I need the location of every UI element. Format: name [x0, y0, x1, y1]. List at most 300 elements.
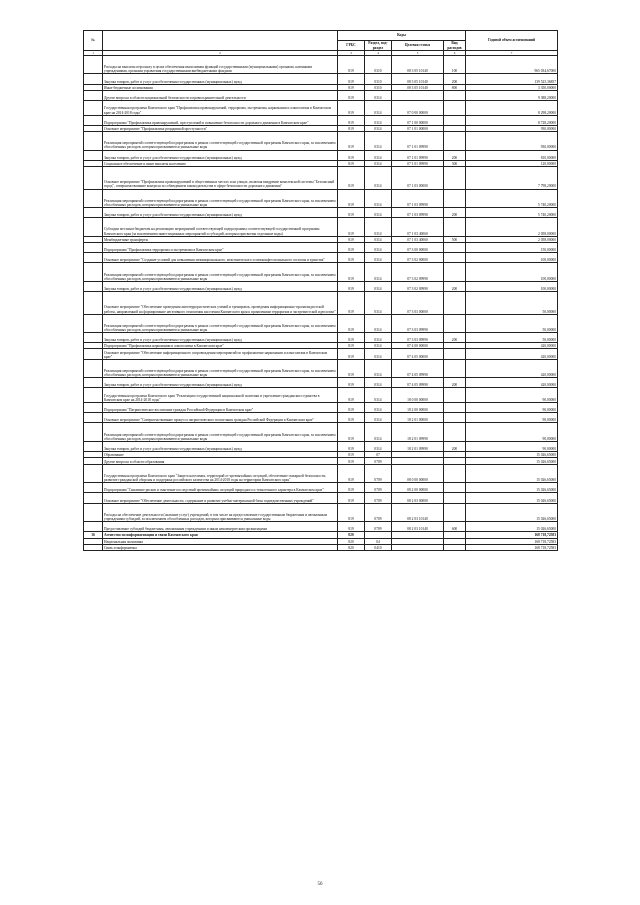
- row-grbs-cell: 819: [338, 314, 365, 332]
- row-tselevaya-cell: 08 2 03 10140: [392, 503, 444, 521]
- row-grbs-cell: 819: [338, 292, 365, 314]
- row-grbs-cell: 819: [338, 56, 365, 74]
- row-vid-cell: [444, 482, 466, 492]
- row-name-cell: Реализация мероприятий соответствующей подпрограммы в рамках соответствующей государственной программы Камчатского края, за исключением обособленных расходов, которым присваиваются уникальные коды: [103, 132, 338, 150]
- row-sum-cell: 150,00000: [466, 242, 558, 252]
- col-number: 7: [466, 51, 558, 56]
- row-razdel-cell: 0314: [365, 388, 392, 402]
- row-name-cell: Основное мероприятие "Обеспечение деятельности, содержание и развитие учебно-материальной базы подведомственных учреждений": [103, 493, 338, 503]
- row-name-cell: Основное мероприятие "Обеспечение проведения антитеррористических учений и тренировок, проведения информационно-пропагандистской работы, направленной на формирование негативного отношения населения Камчатского края к проявлениям терроризма и экстремистской идеологии": [103, 292, 338, 314]
- row-grbs-cell: 819: [338, 101, 365, 115]
- row-sum-cell: 5 740,20000: [466, 207, 558, 217]
- row-vid-cell: [444, 413, 466, 423]
- row-name-cell: Основное мероприятие "Совершенствование процесса патриотического воспитания граждан Российской Федерации в Камчатском крае": [103, 413, 338, 423]
- row-grbs-cell: 819: [338, 253, 365, 263]
- row-tselevaya-cell: 07 3 03 09990: [392, 314, 444, 332]
- row-name-cell: Расходы на обеспечение деятельности (оказание услуг) учреждений, в том числе на предоставление государственным бюджетным и автономным учреждениям субсидий, за исключением обособленных расходов, которым присваиваются уникальные коды: [103, 503, 338, 521]
- page-number: 56: [317, 882, 323, 887]
- row-tselevaya-cell: [392, 544, 444, 550]
- table-row: [84, 74, 558, 84]
- row-name-cell: Основное мероприятие "Создание условий для повышения межнационального, межэтнического и межконфессионального согласия и единства": [103, 253, 338, 263]
- row-razdel-cell: 0314: [365, 378, 392, 388]
- row-number-cell: [84, 349, 103, 359]
- row-name-cell: Агентство по информатизации и связи Камчатского края: [103, 532, 338, 538]
- row-sum-cell: 90,00000: [466, 402, 558, 412]
- table-row: [84, 423, 558, 441]
- row-number-cell: [84, 482, 103, 492]
- row-name-cell: Образование: [103, 452, 338, 458]
- vid-header: Вид расходов: [444, 41, 466, 51]
- row-sum-cell: 7 798,20000: [466, 167, 558, 189]
- row-sum-cell: 50,00000: [466, 292, 558, 314]
- row-vid-cell: [444, 359, 466, 377]
- row-tselevaya-cell: 18 2 00 00000: [392, 402, 444, 412]
- table-row: [84, 464, 558, 482]
- row-number-cell: [84, 359, 103, 377]
- table-row: [84, 493, 558, 503]
- row-name-cell: Иные бюджетные ассигнования: [103, 84, 338, 90]
- row-grbs-cell: 819: [338, 343, 365, 349]
- row-number-cell: [84, 253, 103, 263]
- row-grbs-cell: 819: [338, 423, 365, 441]
- row-grbs-cell: 819: [338, 349, 365, 359]
- row-number-cell: [84, 115, 103, 125]
- row-sum-cell: 15 026,65000: [466, 458, 558, 464]
- row-sum-cell: 15 026,65000: [466, 464, 558, 482]
- tselevaya-header: Целевая статья: [392, 41, 444, 51]
- row-tselevaya-cell: 07 1 03 40060: [392, 218, 444, 236]
- row-name-cell: Основное мероприятие "Обеспечение информационного сопровождения мероприятий по профилактике наркомании и алкоголизма в Камчатском крае": [103, 349, 338, 359]
- row-grbs-cell: 819: [338, 521, 365, 531]
- row-grbs-cell: 819: [338, 402, 365, 412]
- row-tselevaya-cell: 07 4 05 00000: [392, 349, 444, 359]
- row-vid-cell: 200: [444, 207, 466, 217]
- row-tselevaya-cell: 18 0 00 00000: [392, 388, 444, 402]
- row-name-cell: Государственная программа Камчатского края "Защита населения, территорий от чрезвычайных ситуаций, обеспечение пожарной безопасности, развитие гражданской обороны и поддержка российского казачества на 2014-2018 годы на территории Камчатского края": [103, 464, 338, 482]
- row-razdel-cell: 0314: [365, 349, 392, 359]
- row-sum-cell: 3 350,00000: [466, 84, 558, 90]
- row-sum-cell: 2 058,00000: [466, 236, 558, 242]
- row-grbs-cell: 819: [338, 332, 365, 342]
- row-sum-cell: 930,00000: [466, 132, 558, 150]
- table-row: [84, 281, 558, 291]
- row-sum-cell: 420,00000: [466, 378, 558, 388]
- row-vid-cell: [444, 253, 466, 263]
- row-name-cell: Реализация мероприятий соответствующей подпрограммы в рамках соответствующей государственной программы Камчатского края, за исключением обособленных расходов, которым присваиваются уникальные коды: [103, 359, 338, 377]
- row-sum-cell: 100,00000: [466, 263, 558, 281]
- row-tselevaya-cell: 07 4 00 00000: [392, 343, 444, 349]
- row-razdel-cell: 0310: [365, 74, 392, 84]
- table-row: [84, 402, 558, 412]
- row-name-cell: Связь и информатика: [103, 544, 338, 550]
- row-number-cell: [84, 90, 103, 100]
- row-grbs-cell: 819: [338, 150, 365, 160]
- row-tselevaya-cell: 08 2 03 10140: [392, 521, 444, 531]
- row-razdel-cell: 0310: [365, 84, 392, 90]
- row-sum-cell: 168 718,72583: [466, 538, 558, 544]
- row-number-cell: [84, 544, 103, 550]
- row-tselevaya-cell: 18 2 01 00000: [392, 413, 444, 423]
- row-grbs-cell: 819: [338, 160, 365, 166]
- row-name-cell: Реализация мероприятий соответствующей подпрограммы в рамках соответствующей государственной программы Камчатского края, за исключением обособленных расходов, которым присваиваются уникальные коды: [103, 189, 338, 207]
- row-vid-cell: 500: [444, 236, 466, 242]
- row-razdel-cell: 0314: [365, 253, 392, 263]
- row-grbs-cell: 820: [338, 532, 365, 538]
- row-grbs-cell: 819: [338, 125, 365, 131]
- row-razdel-cell: 0314: [365, 332, 392, 342]
- row-tselevaya-cell: 07 1 03 09990: [392, 189, 444, 207]
- row-tselevaya-cell: 07 1 01 09990: [392, 150, 444, 160]
- row-vid-cell: [444, 292, 466, 314]
- row-name-cell: Закупка товаров, работ и услуг для обеспечения государственных (муниципальных) нужд: [103, 207, 338, 217]
- row-razdel-cell: 0709: [365, 482, 392, 492]
- row-vid-cell: 200: [444, 378, 466, 388]
- row-grbs-cell: 819: [338, 378, 365, 388]
- row-razdel-cell: 0314: [365, 125, 392, 131]
- col-number: 3: [338, 51, 365, 56]
- table-row: [84, 503, 558, 521]
- row-number-cell: [84, 503, 103, 521]
- row-razdel-cell: 0314: [365, 359, 392, 377]
- row-tselevaya-cell: 18 2 01 09990: [392, 423, 444, 441]
- row-grbs-cell: 819: [338, 493, 365, 503]
- row-tselevaya-cell: 08 3 05 10140: [392, 56, 444, 74]
- row-name-cell: Другие вопросы в области образования: [103, 458, 338, 464]
- row-sum-cell: 168 718,72583: [466, 544, 558, 550]
- row-sum-cell: 90,00000: [466, 441, 558, 451]
- row-sum-cell: 139 525,36857: [466, 74, 558, 84]
- row-name-cell: Социальное обеспечение и иные выплаты населению: [103, 160, 338, 166]
- row-name-cell: Закупка товаров, работ и услуг для обеспечения государственных (муниципальных) нужд: [103, 441, 338, 451]
- row-razdel-cell: 0314: [365, 189, 392, 207]
- row-razdel-cell: 0314: [365, 292, 392, 314]
- table-row: [84, 150, 558, 160]
- row-number-cell: [84, 74, 103, 84]
- row-tselevaya-cell: 07 3 03 09990: [392, 332, 444, 342]
- row-number-cell: [84, 314, 103, 332]
- row-razdel-cell: 0410: [365, 544, 392, 550]
- row-razdel-cell: 0314: [365, 242, 392, 252]
- row-grbs-cell: 819: [338, 281, 365, 291]
- row-razdel-cell: 0314: [365, 115, 392, 125]
- table-row: [84, 218, 558, 236]
- row-razdel-cell: 0709: [365, 458, 392, 464]
- table-row: [84, 56, 558, 74]
- annual-header: Годовой объем ассигнований: [466, 31, 558, 51]
- table-row: [84, 482, 558, 492]
- row-razdel-cell: 0314: [365, 263, 392, 281]
- row-tselevaya-cell: 07 1 03 09990: [392, 207, 444, 217]
- row-name-cell: Закупка товаров, работ и услуг для обеспечения государственных (муниципальных) нужд: [103, 74, 338, 84]
- row-razdel-cell: 0314: [365, 343, 392, 349]
- row-razdel-cell: 0314: [365, 167, 392, 189]
- row-tselevaya-cell: 07 1 03 00000: [392, 167, 444, 189]
- row-vid-cell: 200: [444, 74, 466, 84]
- row-vid-cell: 300: [444, 160, 466, 166]
- table-row: [84, 189, 558, 207]
- table-row: [84, 349, 558, 359]
- row-number-cell: [84, 218, 103, 236]
- row-grbs-cell: 819: [338, 413, 365, 423]
- row-name-cell: Основное мероприятие "Профилактика рецидивной преступности": [103, 125, 338, 131]
- row-vid-cell: [444, 349, 466, 359]
- row-grbs-cell: 819: [338, 242, 365, 252]
- row-sum-cell: 930,00000: [466, 125, 558, 131]
- row-sum-cell: 8 728,20000: [466, 115, 558, 125]
- row-vid-cell: 200: [444, 150, 466, 160]
- row-name-cell: Подпрограмма "Патриотическое воспитание граждан Российской Федерации в Камчатском крае": [103, 402, 338, 412]
- row-sum-cell: 9 388,20000: [466, 90, 558, 100]
- row-vid-cell: [444, 167, 466, 189]
- row-sum-cell: 5 740,20000: [466, 189, 558, 207]
- table-row: [84, 242, 558, 252]
- row-tselevaya-cell: 07 3 02 09990: [392, 281, 444, 291]
- row-razdel-cell: 0310: [365, 56, 392, 74]
- row-razdel-cell: 04: [365, 538, 392, 544]
- row-name-cell: Подпрограмма "Профилактика правонарушений, преступлений и повышение безопасности дорожного движения в Камчатском крае": [103, 115, 338, 125]
- row-razdel-cell: 0314: [365, 314, 392, 332]
- row-name-cell: Подпрограмма "Профилактика наркомании и алкоголизма в Камчатском крае": [103, 343, 338, 349]
- row-name-cell: Реализация мероприятий соответствующей подпрограммы в рамках соответствующей государственной программы Камчатского края, за исключением обособленных расходов, которым присваиваются уникальные коды: [103, 423, 338, 441]
- row-tselevaya-cell: 08 3 05 10140: [392, 74, 444, 84]
- table-row: [84, 90, 558, 100]
- row-name-cell: Реализация мероприятий соответствующей подпрограммы в рамках соответствующей государственной программы Камчатского края, за исключением обособленных расходов, которым присваиваются уникальные коды: [103, 314, 338, 332]
- col-num-header: №: [84, 31, 103, 51]
- row-razdel-cell: 0314: [365, 218, 392, 236]
- row-number-cell: [84, 402, 103, 412]
- row-name-cell: Подпрограмма "Снижение рисков и смягчение последствий чрезвычайных ситуаций природного и техногенного характера в Камчатском крае": [103, 482, 338, 492]
- row-name-cell: Межбюджетные трансферты: [103, 236, 338, 242]
- row-razdel-cell: 0314: [365, 132, 392, 150]
- row-razdel-cell: 0709: [365, 521, 392, 531]
- row-name-cell: Другие вопросы в области национальной безопасности и правоохранительной деятельности: [103, 90, 338, 100]
- row-razdel-cell: 0314: [365, 423, 392, 441]
- row-grbs-cell: 819: [338, 441, 365, 451]
- row-vid-cell: 100: [444, 56, 466, 74]
- table-row: [84, 101, 558, 115]
- razdel-header: Раздел, под-раздел: [365, 41, 392, 51]
- row-number-cell: [84, 464, 103, 482]
- row-sum-cell: 90,00000: [466, 388, 558, 402]
- row-grbs-cell: 819: [338, 236, 365, 242]
- row-razdel-cell: 0314: [365, 101, 392, 115]
- row-number-cell: [84, 132, 103, 150]
- row-vid-cell: [444, 503, 466, 521]
- table-row: [84, 359, 558, 377]
- row-tselevaya-cell: 07 4 05 09990: [392, 359, 444, 377]
- row-name-cell: Государственная программа Камчатского края "Реализация государственной национальной политики и укрепление гражданского единства в Камчатском крае на 2014-2018 годы": [103, 388, 338, 402]
- row-tselevaya-cell: 07 1 01 09990: [392, 160, 444, 166]
- row-razdel-cell: 0709: [365, 493, 392, 503]
- table-row: [84, 544, 558, 550]
- row-sum-cell: 2 058,00000: [466, 218, 558, 236]
- row-sum-cell: 15 026,65000: [466, 493, 558, 503]
- row-name-cell: Предоставление субсидий бюджетным, автономным учреждениям и иным некоммерческим организациям: [103, 521, 338, 531]
- row-grbs-cell: 819: [338, 207, 365, 217]
- row-razdel-cell: 0314: [365, 281, 392, 291]
- row-vid-cell: [444, 101, 466, 115]
- row-grbs-cell: 819: [338, 167, 365, 189]
- col-number: 1: [84, 51, 103, 56]
- row-tselevaya-cell: 18 2 01 09990: [392, 441, 444, 451]
- row-sum-cell: 15 026,65000: [466, 452, 558, 458]
- row-grbs-cell: 820: [338, 538, 365, 544]
- row-tselevaya-cell: 07 4 05 09990: [392, 378, 444, 388]
- row-razdel-cell: 0314: [365, 207, 392, 217]
- row-number-cell: [84, 150, 103, 160]
- row-sum-cell: 965 034,67000: [466, 56, 558, 74]
- row-vid-cell: 600: [444, 521, 466, 531]
- row-vid-cell: [444, 132, 466, 150]
- row-vid-cell: [444, 115, 466, 125]
- row-tselevaya-cell: 08 2 00 00000: [392, 482, 444, 492]
- table-row: [84, 332, 558, 342]
- row-number-cell: [84, 423, 103, 441]
- row-tselevaya-cell: 07 3 03 00000: [392, 292, 444, 314]
- col-number: 6: [444, 51, 466, 56]
- row-razdel-cell: 0314: [365, 402, 392, 412]
- row-sum-cell: 810,00000: [466, 150, 558, 160]
- row-sum-cell: 90,00000: [466, 413, 558, 423]
- row-razdel-cell: 0314: [365, 150, 392, 160]
- row-number-cell: [84, 167, 103, 189]
- row-sum-cell: 8 298,20000: [466, 101, 558, 115]
- table-row: [84, 292, 558, 314]
- col-number: 5: [392, 51, 444, 56]
- col-name-header: [103, 31, 338, 51]
- row-sum-cell: 15 026,65000: [466, 503, 558, 521]
- row-name-cell: Основное мероприятие "Профилактика правонарушений в общественных местах и на улицах, включая внедрение комплексной системы "Безопасный город", совершенствование контроля за соблюдением законодательства в сфере безопасности дорожного движения": [103, 167, 338, 189]
- row-number-cell: [84, 388, 103, 402]
- row-tselevaya-cell: 07 1 03 40060: [392, 236, 444, 242]
- row-grbs-cell: 819: [338, 482, 365, 492]
- row-vid-cell: [444, 263, 466, 281]
- budget-table-wrap: [83, 30, 557, 551]
- row-grbs-cell: 819: [338, 452, 365, 458]
- row-number-cell: [84, 207, 103, 217]
- table-body: [84, 56, 558, 551]
- row-razdel-cell: 0709: [365, 503, 392, 521]
- grbs-header: ГРБС: [338, 41, 365, 51]
- row-razdel-cell: 0709: [365, 464, 392, 482]
- row-grbs-cell: 819: [338, 84, 365, 90]
- row-number-cell: [84, 189, 103, 207]
- row-sum-cell: 90,00000: [466, 423, 558, 441]
- row-vid-cell: 800: [444, 84, 466, 90]
- row-razdel-cell: 0314: [365, 160, 392, 166]
- row-razdel-cell: 0314: [365, 413, 392, 423]
- table-row: [84, 413, 558, 423]
- row-vid-cell: [444, 218, 466, 236]
- table-row: [84, 521, 558, 531]
- row-tselevaya-cell: 07 1 01 00000: [392, 125, 444, 131]
- row-vid-cell: [444, 189, 466, 207]
- row-number-cell: 16: [84, 532, 103, 538]
- table-row: [84, 115, 558, 125]
- table-row: [84, 378, 558, 388]
- row-tselevaya-cell: 07 3 02 00000: [392, 253, 444, 263]
- row-tselevaya-cell: 08 0 00 00000: [392, 464, 444, 482]
- row-grbs-cell: 819: [338, 263, 365, 281]
- row-grbs-cell: 819: [338, 458, 365, 464]
- row-sum-cell: 100,00000: [466, 253, 558, 263]
- table-row: [84, 263, 558, 281]
- row-name-cell: Реализация мероприятий соответствующей подпрограммы в рамках соответствующей государственной программы Камчатского края, за исключением обособленных расходов, которым присваиваются уникальные коды: [103, 263, 338, 281]
- row-razdel-cell: 0314: [365, 441, 392, 451]
- row-number-cell: [84, 281, 103, 291]
- row-vid-cell: 200: [444, 441, 466, 451]
- row-name-cell: Подпрограмма "Профилактика терроризма и экстремизма в Камчатском крае": [103, 242, 338, 252]
- row-sum-cell: 420,00000: [466, 343, 558, 349]
- row-number-cell: [84, 101, 103, 115]
- row-number-cell: [84, 332, 103, 342]
- row-vid-cell: 200: [444, 281, 466, 291]
- row-tselevaya-cell: 07 1 01 09990: [392, 132, 444, 150]
- row-number-cell: [84, 378, 103, 388]
- row-tselevaya-cell: [392, 90, 444, 100]
- row-sum-cell: 15 026,65000: [466, 521, 558, 531]
- row-grbs-cell: 820: [338, 544, 365, 550]
- row-number-cell: [84, 521, 103, 531]
- row-number-cell: [84, 263, 103, 281]
- row-sum-cell: 168 718,72583: [466, 532, 558, 538]
- row-grbs-cell: 819: [338, 359, 365, 377]
- row-vid-cell: [444, 90, 466, 100]
- row-grbs-cell: 819: [338, 218, 365, 236]
- row-tselevaya-cell: 07 0 00 00000: [392, 101, 444, 115]
- row-vid-cell: [444, 402, 466, 412]
- row-grbs-cell: 819: [338, 74, 365, 84]
- row-sum-cell: 15 026,65000: [466, 482, 558, 492]
- row-tselevaya-cell: 07 3 02 09990: [392, 263, 444, 281]
- row-name-cell: Закупка товаров, работ и услуг для обеспечения государственных (муниципальных) нужд: [103, 378, 338, 388]
- codes-header: Коды: [338, 31, 466, 41]
- col-number: 2: [103, 51, 338, 56]
- row-vid-cell: 200: [444, 332, 466, 342]
- row-name-cell: Закупка товаров, работ и услуг для обеспечения государственных (муниципальных) нужд: [103, 281, 338, 291]
- table-row: [84, 253, 558, 263]
- row-tselevaya-cell: 08 2 03 00000: [392, 493, 444, 503]
- table-row: [84, 441, 558, 451]
- row-tselevaya-cell: 08 3 05 10140: [392, 84, 444, 90]
- row-vid-cell: [444, 464, 466, 482]
- col-number: 4: [365, 51, 392, 56]
- table-row: [84, 132, 558, 150]
- row-razdel-cell: 07: [365, 452, 392, 458]
- row-name-cell: Государственная программа Камчатского края "Профилактика правонарушений, терроризма, экстремизма, наркомании и алкоголизма в Камчатском крае на 2014-2018 годы": [103, 101, 338, 115]
- row-sum-cell: 120,00000: [466, 160, 558, 166]
- row-vid-cell: [444, 314, 466, 332]
- row-number-cell: [84, 242, 103, 252]
- row-grbs-cell: 819: [338, 90, 365, 100]
- row-sum-cell: 100,00000: [466, 281, 558, 291]
- row-sum-cell: 420,00000: [466, 349, 558, 359]
- row-number-cell: [84, 56, 103, 74]
- row-grbs-cell: 819: [338, 132, 365, 150]
- row-vid-cell: [444, 544, 466, 550]
- row-grbs-cell: 819: [338, 388, 365, 402]
- row-grbs-cell: 819: [338, 464, 365, 482]
- row-vid-cell: [444, 242, 466, 252]
- row-vid-cell: [444, 493, 466, 503]
- row-number-cell: [84, 493, 103, 503]
- row-grbs-cell: 819: [338, 115, 365, 125]
- row-grbs-cell: 819: [338, 503, 365, 521]
- row-sum-cell: 50,00000: [466, 314, 558, 332]
- row-tselevaya-cell: 07 3 00 00000: [392, 242, 444, 252]
- row-name-cell: Закупка товаров, работ и услуг для обеспечения государственных (муниципальных) нужд: [103, 150, 338, 160]
- row-vid-cell: [444, 423, 466, 441]
